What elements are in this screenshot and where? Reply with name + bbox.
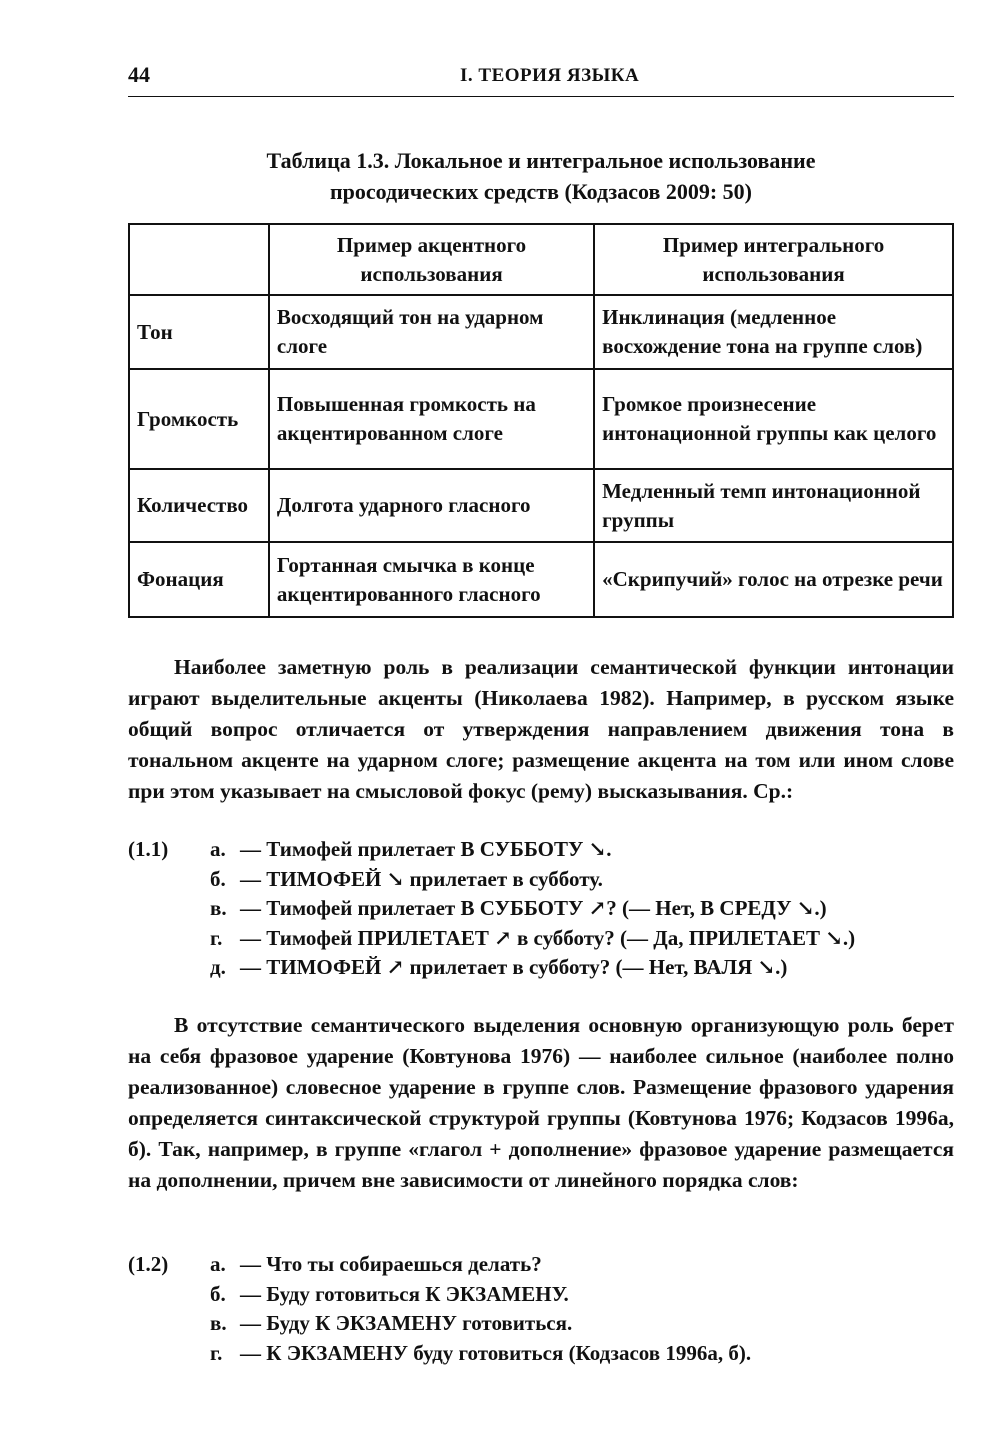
table-cell-integral: Инклинация (медленное восхождение тона на группе слов) (594, 295, 953, 369)
example-text: — Тимофей ПРИЛЕТАЕТ ↗ в субботу? (— Да, ПРИЛЕТАЕТ ↘.) (240, 925, 856, 950)
example-line (128, 835, 954, 865)
example-text: — ТИМОФЕЙ ↘ прилетает в субботу. (240, 866, 603, 891)
example-line (128, 953, 954, 983)
example-number: (1.2) (128, 1252, 169, 1276)
table-caption-line-2: просодических средств (Кодзасов 2009: 50) (330, 179, 752, 204)
table-cell-accent: Восходящий тон на ударном слоге (269, 295, 594, 369)
example-text: — Буду К ЭКЗАМЕНУ готовиться. (240, 1311, 573, 1335)
table-row (129, 295, 953, 369)
example-line (128, 1309, 954, 1339)
table-cell-integral: Медленный темп интонационной группы (594, 469, 953, 542)
example-letter: в. (210, 896, 227, 920)
example-letter: б. (210, 1281, 226, 1306)
table-cell-feature: Громкость (129, 369, 269, 469)
table-cell-feature: Фонация (129, 542, 269, 617)
example-line (128, 924, 954, 954)
example-text: — Тимофей прилетает В СУББОТУ ↗? (— Нет, В СРЕДУ ↘.) (240, 896, 827, 920)
example-line (128, 1250, 954, 1280)
example-line (128, 865, 954, 895)
table-header-empty (129, 224, 269, 295)
example-letter: г. (210, 1340, 223, 1365)
example-letter: б. (210, 866, 226, 891)
paragraph-text: Наиболее заметную роль в реализации семантической функции интонации играют выделительные акценты (Николаева 1982). Например, в русском языке общий вопрос отличается от утверждения направлением движения тона в тональном акценте на ударном слоге; размещение акцента на том или ином слове при этом указывает на смысловой фокус (рему) высказывания. Ср.: (128, 655, 954, 803)
example-letter: г. (210, 925, 223, 950)
table-header-row (129, 224, 953, 295)
table-cell-integral: «Скрипучий» голос на отрезке речи (594, 542, 953, 617)
example-1-1 (128, 835, 954, 983)
example-line (128, 894, 954, 924)
table-cell-feature: Количество (129, 469, 269, 542)
example-number: (1.1) (128, 837, 169, 861)
table-cell-accent: Гортанная смычка в конце акцентированного гласного (269, 542, 594, 617)
table-header-accent: Пример акцентного использования (269, 224, 594, 295)
table-caption-line-1: Таблица 1.3. Локальное и интегральное использование (266, 148, 816, 173)
body-paragraph-2 (128, 1010, 954, 1196)
example-letter: д. (210, 955, 226, 979)
paragraph-text: В отсутствие семантического выделения основную организующую роль берет на себя фразовое ударение (Ковтунова 1976) — наиболее сильное (наиболее полно реализованное) словесное ударение в группе слов. Размещение фразового ударения определяется синтаксической структурой группы (Ковтунова 1976; Кодзасов 1996а, б). Так, например, в группе «глагол + дополнение» фразовое ударение размещается на дополнении, причем вне зависимости от линейного порядка слов: (128, 1013, 954, 1192)
example-text: — К ЭКЗАМЕНУ буду готовиться (Кодзасов 1996а, б). (240, 1340, 752, 1365)
table-cell-feature: Тон (129, 295, 269, 369)
body-paragraph-1 (128, 652, 954, 807)
example-letter: в. (210, 1311, 227, 1335)
example-line (128, 1280, 954, 1310)
table-row (129, 542, 953, 617)
table-cell-accent: Повышенная громкость на акцентированном слоге (269, 369, 594, 469)
table-cell-accent: Долгота ударного гласного (269, 469, 594, 542)
table-cell-integral: Громкое произнесение интонационной группы как целого (594, 369, 953, 469)
example-text: — Тимофей прилетает В СУББОТУ ↘. (240, 837, 612, 861)
prosody-table (128, 223, 954, 618)
table-row (129, 369, 953, 469)
page-number: 44 (128, 62, 150, 87)
example-letter: а. (210, 1252, 226, 1276)
table-header-integral: Пример интегрального использования (594, 224, 953, 295)
example-letter: а. (210, 837, 226, 861)
example-text: — Буду готовиться К ЭКЗАМЕНУ. (240, 1281, 569, 1306)
table-row (129, 469, 953, 542)
example-text: — ТИМОФЕЙ ↗ прилетает в субботу? (— Нет, ВАЛЯ ↘.) (240, 955, 788, 979)
running-head: I. ТЕОРИЯ ЯЗЫКА (460, 65, 640, 86)
table-caption (128, 145, 954, 207)
example-line (128, 1339, 954, 1369)
example-1-2 (128, 1250, 954, 1368)
example-text: — Что ты собираешься делать? (240, 1252, 542, 1276)
page-header (128, 62, 954, 97)
